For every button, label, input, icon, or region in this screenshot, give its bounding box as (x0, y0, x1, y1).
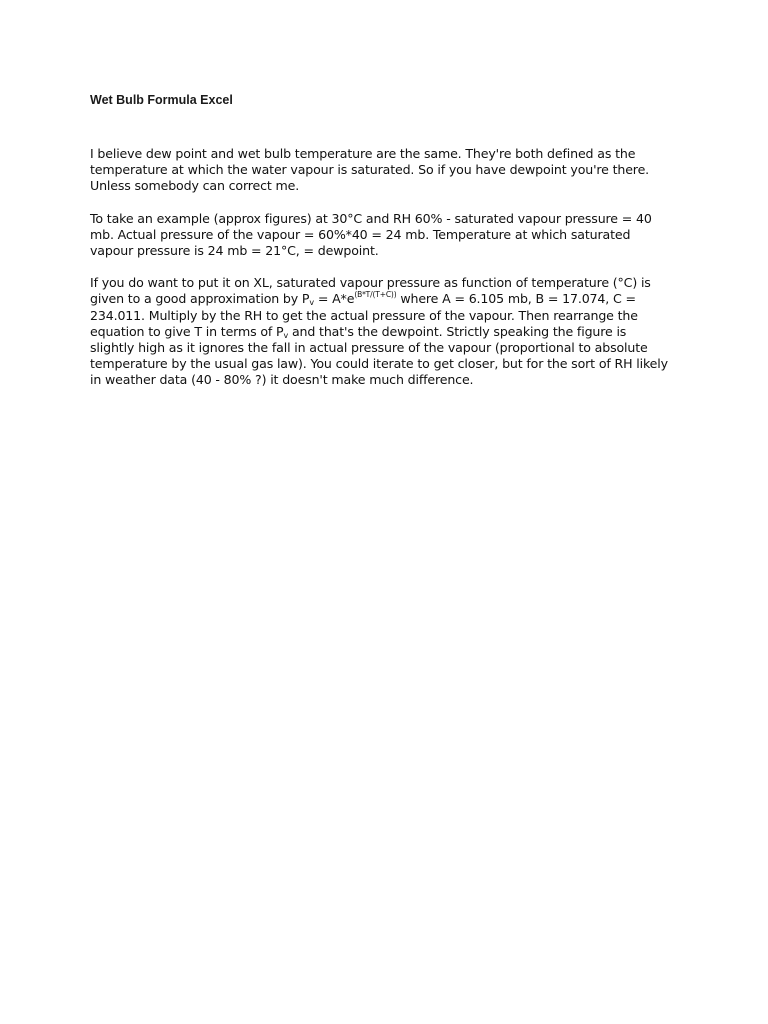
subscript-v-1: v (309, 298, 314, 308)
document-title: Wet Bulb Formula Excel (90, 93, 233, 107)
exponent-superscript: (B*T/(T+C)) (354, 290, 397, 300)
formula-text-2: = A*e (313, 291, 355, 307)
formula-text-1: If you do want to put it on XL, saturated vapour pressure as function of temperature (°C) is given to a good approximation by P (90, 275, 651, 307)
paragraph-dewpoint-definition: I believe dew point and wet bulb temperature are the same. They're both defined as the temperature at which the water vapour is saturated. So if you have dewpoint you're there. Unless somebody can correct me. (90, 146, 650, 194)
subscript-v-2: v (283, 330, 289, 340)
formula-text-3: where A = 6.105 mb, B = 17.074, C = 234.011. Multiply by the RH to get the actual pressure of the vapour. Then rearrange the equation to give T in terms of P (90, 291, 638, 339)
paragraph-example: To take an example (approx figures) at 30°C and RH 60% - saturated vapour pressure = 40 mb. Actual pressure of the vapour = 60%*40 = 24 mb. Temperature at which saturated vapour pressure is 24 mb = 21°C, = dewpoint. (90, 210, 652, 259)
document-page (90, 92, 670, 405)
formula-text-4: and that's the dewpoint. Strictly speaking the figure is slightly high as it ignores the fall in actual pressure of the vapour (proportional to absolute temperature by the usual gas law). You could iterate to get closer, but for the sort of RH likely in weather data (40 - 80% ?) it doesn't make much difference. (90, 323, 668, 388)
paragraph-excel-formula (90, 275, 670, 388)
